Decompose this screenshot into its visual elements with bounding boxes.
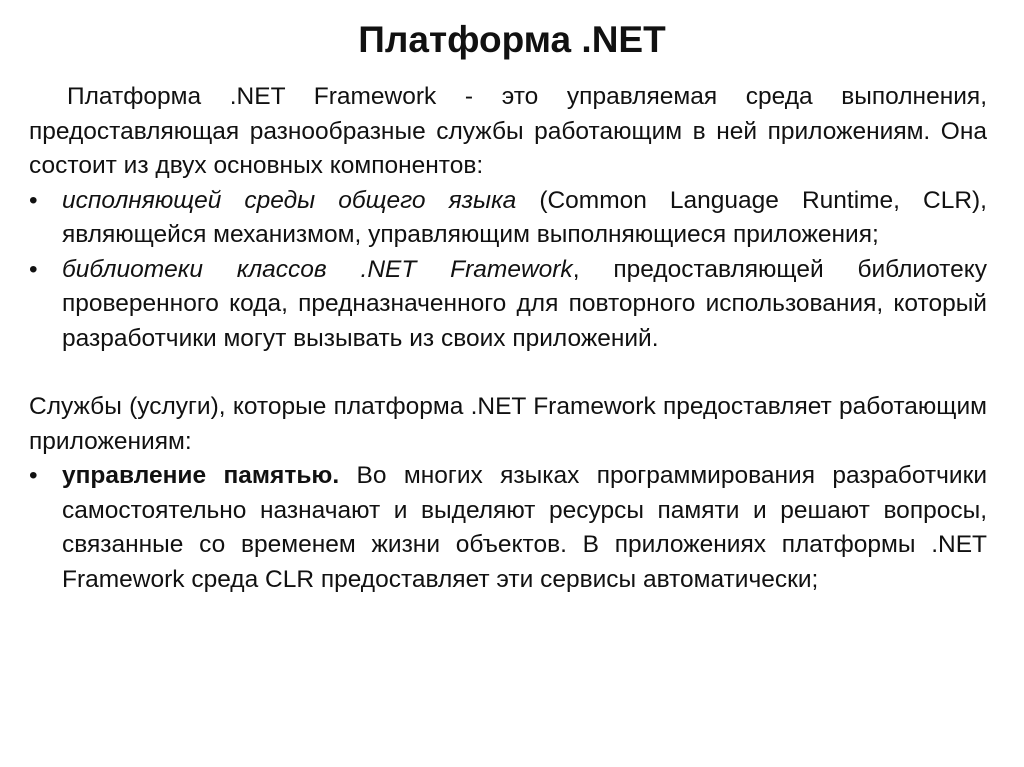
bullet-icon: • xyxy=(29,462,38,489)
component-clr-text: (Common Language Runtime, CLR), являющейся механизмом, управляющим выполняющиеся приложения; xyxy=(62,186,987,248)
intro-paragraph: Платформа .NET Framework - это управляемая среда выполнения, предоставляющая разнообразные службы работающим в ней приложениям. Она состоит из двух основных компонентов: xyxy=(29,83,987,179)
component-library-item xyxy=(29,253,987,357)
spacer xyxy=(29,356,987,390)
service-memory-term: управление памятью. xyxy=(62,462,340,489)
bullet-icon: • xyxy=(29,186,38,214)
service-memory-text: Во многих языках программирования разработчики самостоятельно назначают и выделяют ресурсы памяти и решают вопросы, связанные со временем жизни объектов. В приложениях платформы .NET Framework среда CLR предоставляет эти сервисы автоматически; xyxy=(62,462,988,593)
service-memory-item xyxy=(29,459,987,597)
slide-body xyxy=(29,80,987,597)
component-clr-item xyxy=(29,184,987,253)
component-clr-term: исполняющей среды общего языка xyxy=(62,186,517,214)
services-intro-paragraph: Службы (услуги), которые платформа .NET Framework предоставляет работающим приложениям: xyxy=(29,393,987,455)
slide-title: Платформа .NET xyxy=(358,19,666,60)
component-library-text: , предоставляющей библиотеку проверенного кода, предназначенного для повторного использования, который разработчики могут вызывать из своих приложений. xyxy=(62,255,987,352)
component-library-term: библиотеки классов .NET Framework xyxy=(62,255,573,283)
bullet-icon: • xyxy=(29,255,38,283)
